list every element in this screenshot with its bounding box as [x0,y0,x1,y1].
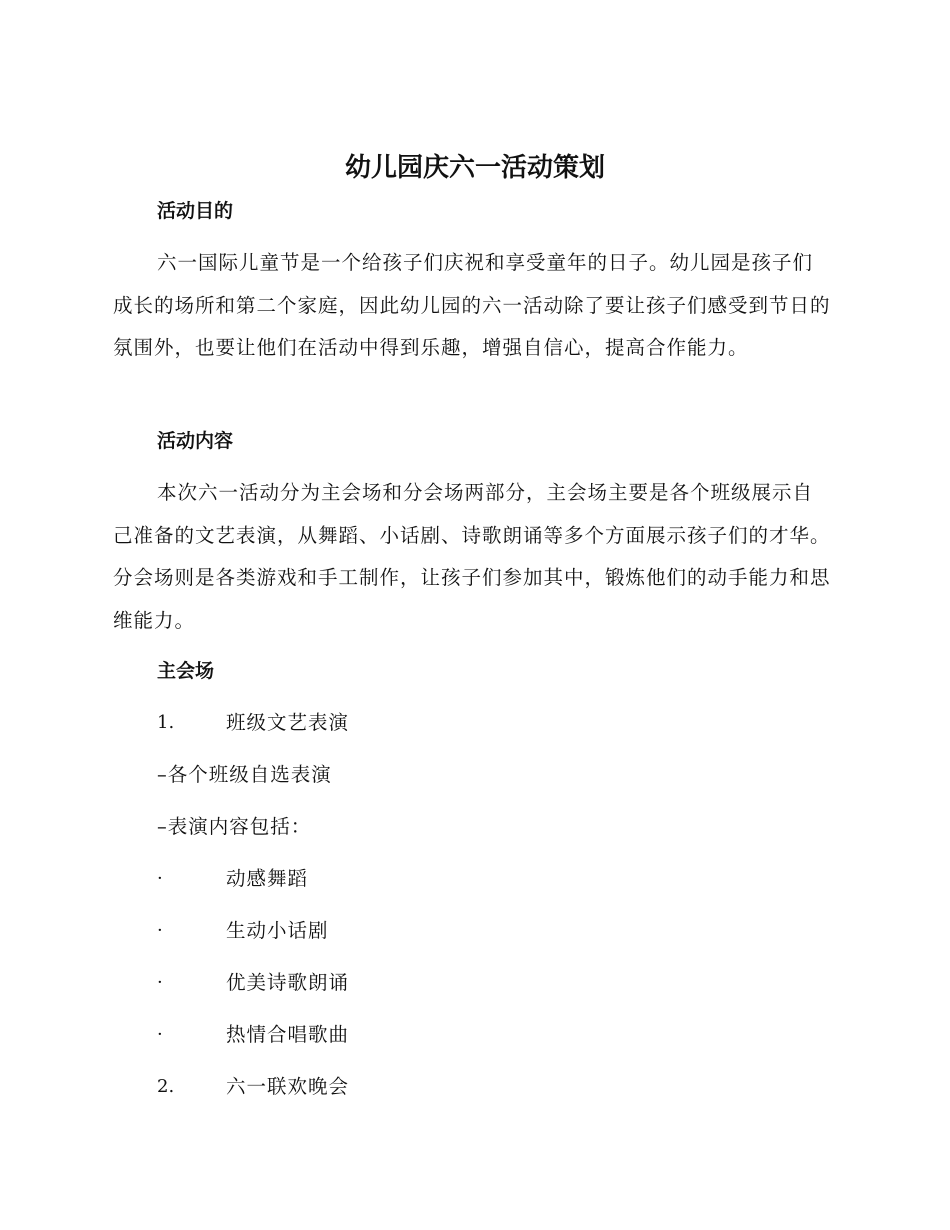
item-number: 1. [157,712,175,733]
document-title: 幼儿园庆六一活动策划 [344,153,605,183]
item-number: 2. [157,1076,175,1097]
bullet-marker: · [157,920,163,941]
bullet-marker: · [157,868,163,889]
bullet-marker: · [157,972,163,993]
dash-line: –表演内容包括： [157,815,312,838]
item-text: 六一联欢晚会 [226,1075,350,1098]
dash-line: –各个班级自选表演 [157,763,332,786]
section-heading-content: 活动内容 [157,430,234,452]
item-text: 班级文艺表演 [226,711,350,734]
section-heading-main-venue: 主会场 [157,660,215,682]
section-paragraph-content: 本次六一活动分为主会场和分会场两部分，主会场主要是各个班级展示自己准备的文艺表演，从舞蹈、小话剧、诗歌朗诵等多个方面展示孩子们的才华。分会场则是各类游戏和手工制作，让孩子们参加其中，锻炼他们的动手能力和思维能力。 [113,481,831,632]
section-heading-purpose: 活动目的 [157,200,234,222]
section-paragraph-purpose: 六一国际儿童节是一个给孩子们庆祝和享受童年的日子。幼儿园是孩子们成长的场所和第二个家庭，因此幼儿园的六一活动除了要让孩子们感受到节日的氛围外，也要让他们在活动中得到乐趣，增强自信心，提高合作能力。 [113,251,831,359]
bullet-marker: · [157,1024,163,1045]
bullet-text: 热情合唱歌曲 [226,1023,350,1046]
bullet-text: 动感舞蹈 [226,867,309,890]
bullet-text: 优美诗歌朗诵 [226,971,350,994]
bullet-text: 生动小话剧 [226,919,329,942]
